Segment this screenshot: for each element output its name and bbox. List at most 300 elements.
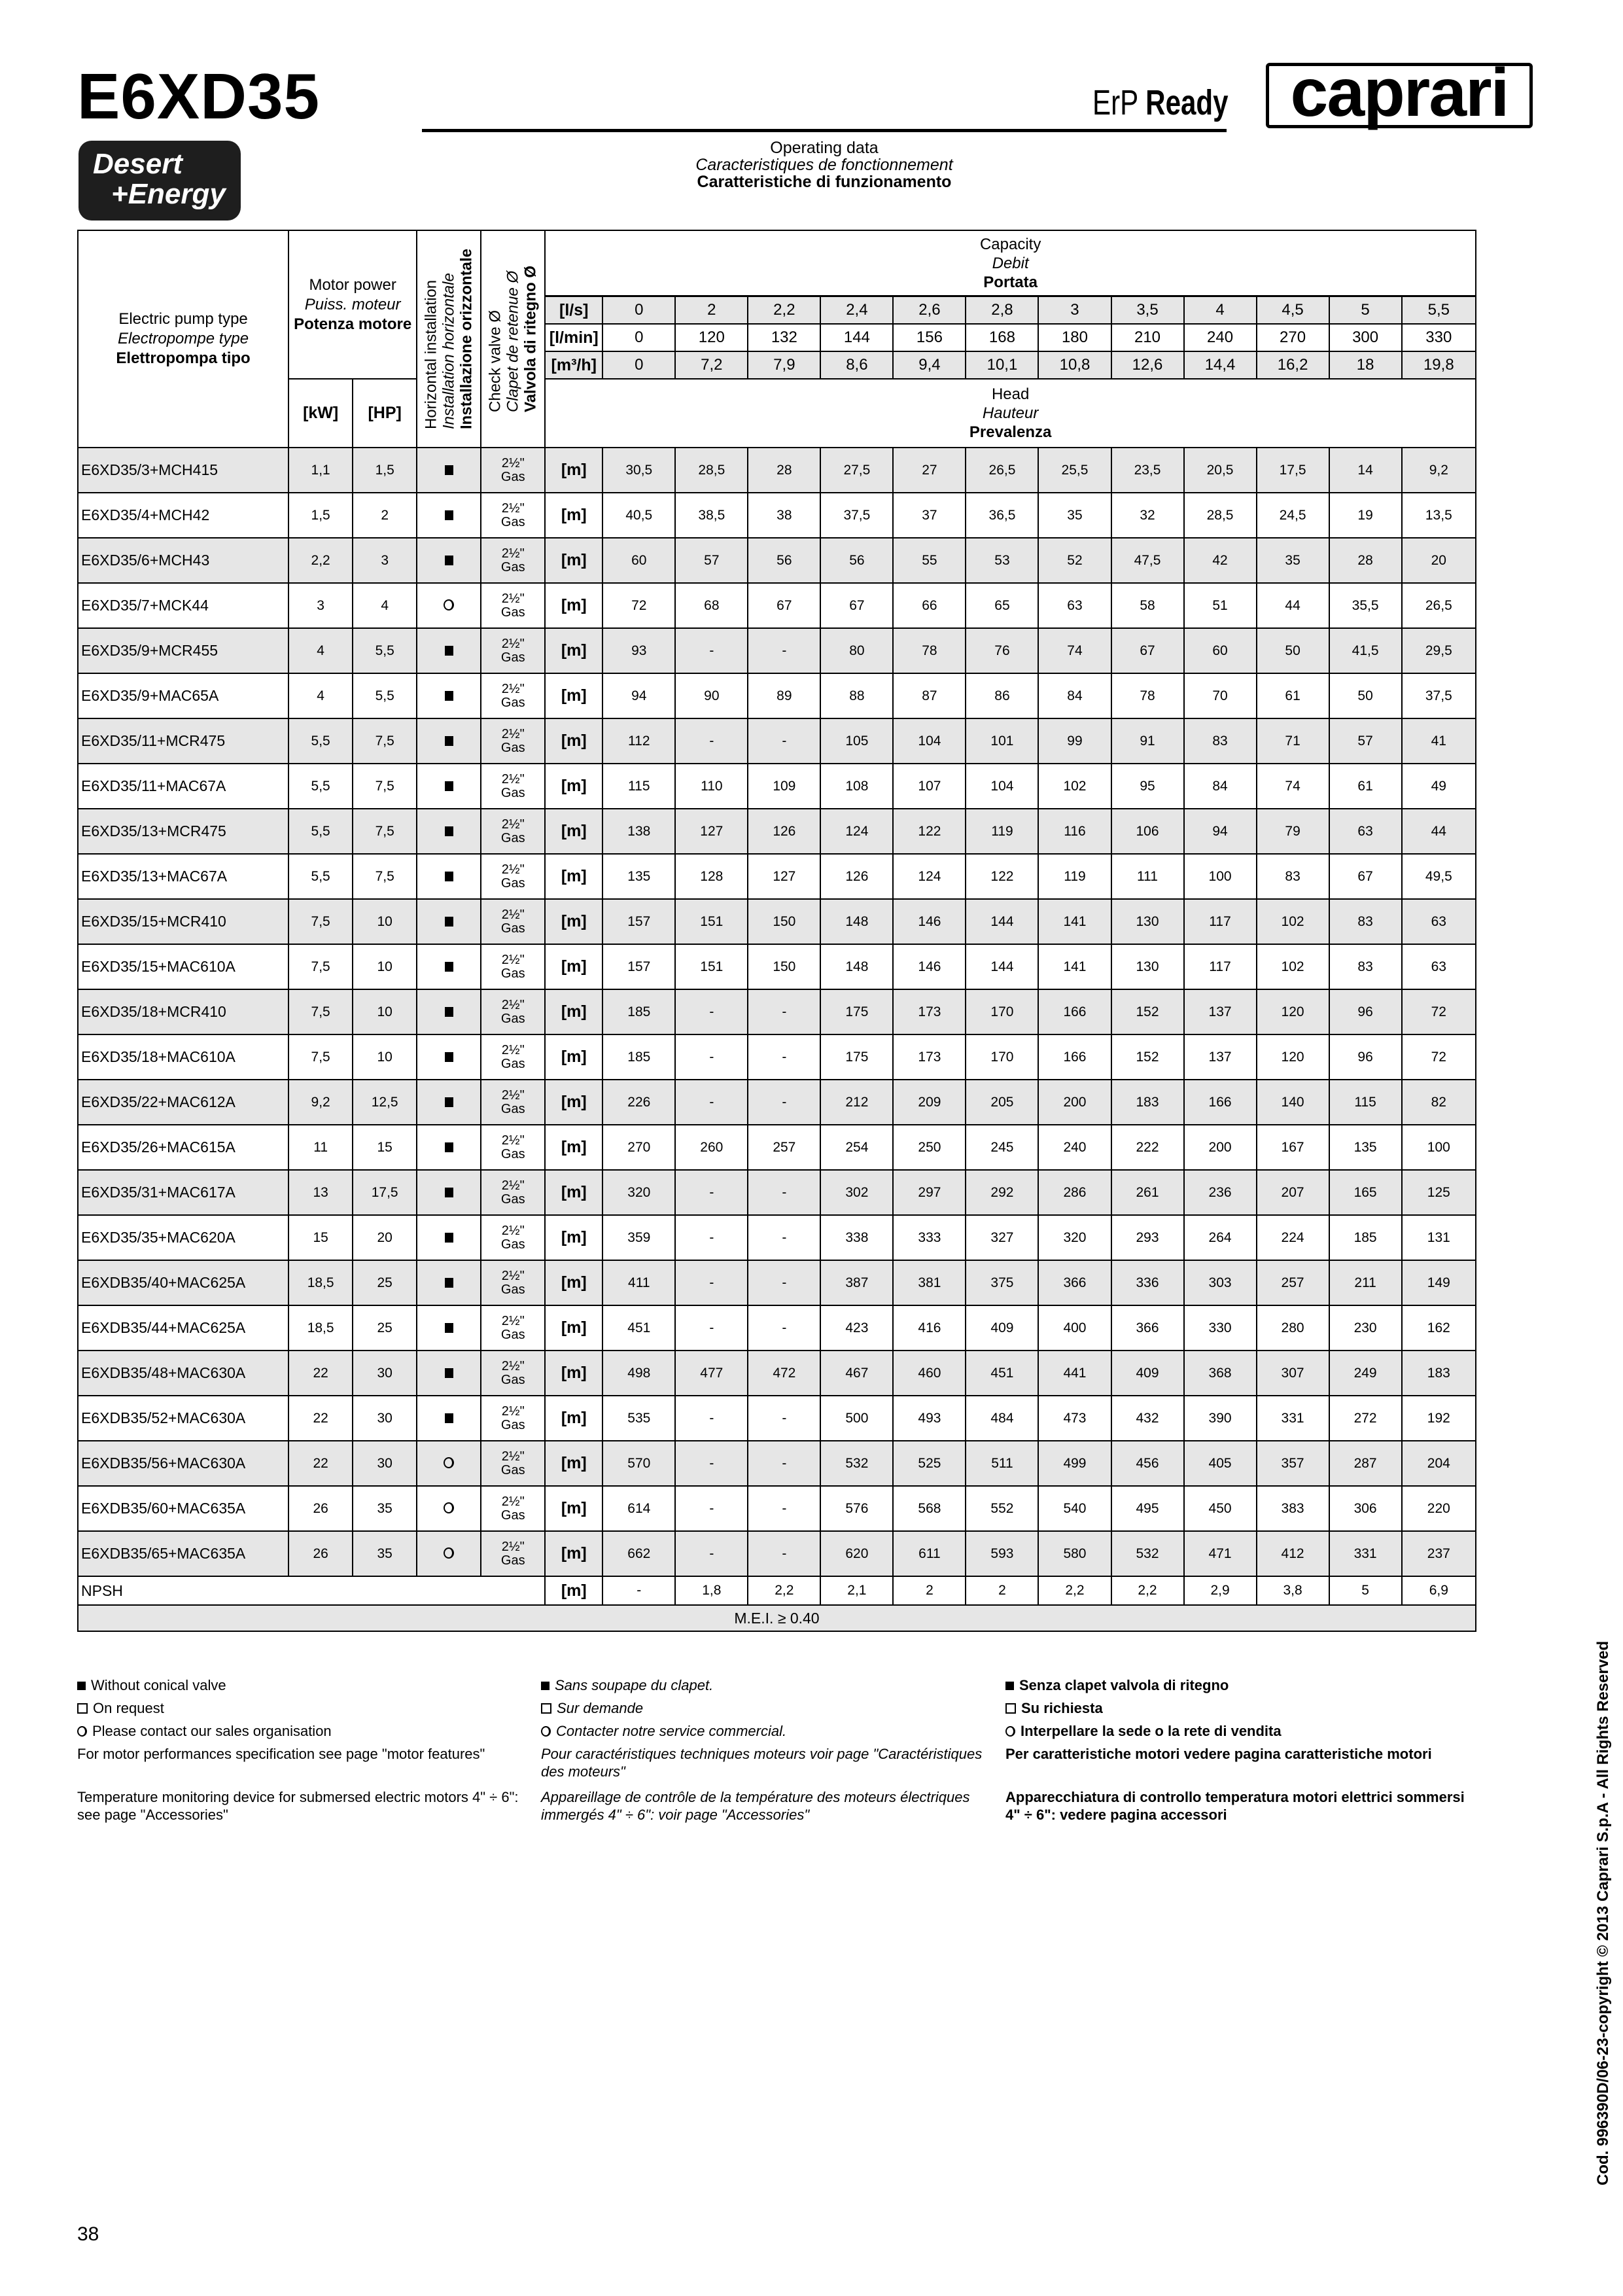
flow-value: 240 bbox=[1184, 324, 1257, 351]
header-motor-power bbox=[288, 230, 417, 379]
head-value: 126 bbox=[748, 809, 820, 854]
npsh-unit: [m] bbox=[545, 1576, 602, 1605]
valve-size-inch: 2½" bbox=[501, 1042, 525, 1057]
circle-icon bbox=[444, 1547, 454, 1559]
section-title-it: Caratteristiche di funzionamento bbox=[697, 173, 952, 191]
valve-size-thread: Gas bbox=[500, 469, 525, 484]
npsh-value: 2,2 bbox=[1111, 1576, 1184, 1605]
motor-kw: 11 bbox=[288, 1125, 353, 1170]
head-value: 100 bbox=[1184, 854, 1257, 899]
motor-hp: 7,5 bbox=[353, 854, 417, 899]
check-valve-size bbox=[481, 583, 545, 628]
head-value: 83 bbox=[1257, 854, 1329, 899]
head-value: 473 bbox=[1038, 1396, 1111, 1441]
valve-size-thread: Gas bbox=[500, 1327, 525, 1342]
flow-unit: [l/s] bbox=[545, 296, 602, 325]
filled-square-icon bbox=[445, 781, 453, 791]
head-value: 472 bbox=[748, 1351, 820, 1396]
head-value: 175 bbox=[820, 989, 893, 1034]
table-row bbox=[78, 809, 1476, 854]
head-unit: [m] bbox=[545, 583, 602, 628]
head-value: 381 bbox=[893, 1260, 966, 1305]
header-capacity bbox=[545, 230, 1476, 296]
head-value: 272 bbox=[1329, 1396, 1402, 1441]
head-value: 280 bbox=[1257, 1305, 1329, 1351]
head-value: 9,2 bbox=[1402, 448, 1476, 493]
motor-kw: 22 bbox=[288, 1351, 353, 1396]
head-unit: [m] bbox=[545, 944, 602, 989]
head-value: - bbox=[675, 1441, 748, 1486]
head-value: 50 bbox=[1329, 673, 1402, 718]
motor-hp: 30 bbox=[353, 1396, 417, 1441]
head-value: 83 bbox=[1329, 899, 1402, 944]
motor-kw: 7,5 bbox=[288, 899, 353, 944]
head-value: 240 bbox=[1038, 1125, 1111, 1170]
operating-data-table bbox=[77, 230, 1476, 1632]
pump-type: E6XDB35/44+MAC625A bbox=[78, 1305, 288, 1351]
head-value: 115 bbox=[1329, 1080, 1402, 1125]
head-value: - bbox=[748, 1305, 820, 1351]
head-value: 287 bbox=[1329, 1441, 1402, 1486]
head-value: 257 bbox=[1257, 1260, 1329, 1305]
head-unit: [m] bbox=[545, 1396, 602, 1441]
flow-value: 2,2 bbox=[748, 296, 820, 325]
motor-hp: 3 bbox=[353, 538, 417, 583]
head-value: 359 bbox=[602, 1215, 675, 1260]
erp-suffix: Ready bbox=[1145, 83, 1229, 122]
valve-size-thread: Gas bbox=[500, 650, 525, 665]
open-square-icon bbox=[541, 1703, 551, 1714]
motor-hp: 20 bbox=[353, 1215, 417, 1260]
head-value: 53 bbox=[966, 538, 1038, 583]
head-value: 67 bbox=[748, 583, 820, 628]
motor-kw: 22 bbox=[288, 1441, 353, 1486]
head-value: 41 bbox=[1402, 718, 1476, 764]
valve-size-inch: 2½" bbox=[501, 1539, 525, 1554]
head-value: 125 bbox=[1402, 1170, 1476, 1215]
head-value: 173 bbox=[893, 1034, 966, 1080]
head-value: - bbox=[675, 1170, 748, 1215]
head-value: 175 bbox=[820, 1034, 893, 1080]
head-value: 117 bbox=[1184, 944, 1257, 989]
head-value: 65 bbox=[966, 583, 1038, 628]
flow-unit: [l/min] bbox=[545, 324, 602, 351]
horizontal-installation bbox=[417, 1486, 481, 1531]
head-value: - bbox=[675, 1080, 748, 1125]
pump-type: E6XD35/9+MAC65A bbox=[78, 673, 288, 718]
flow-value: 7,2 bbox=[675, 351, 748, 379]
head-value: 99 bbox=[1038, 718, 1111, 764]
head-value: 441 bbox=[1038, 1351, 1111, 1396]
head-value: 55 bbox=[893, 538, 966, 583]
head-value: 91 bbox=[1111, 718, 1184, 764]
motor-kw: 18,5 bbox=[288, 1305, 353, 1351]
pump-type: E6XD35/18+MAC610A bbox=[78, 1034, 288, 1080]
head-value: 96 bbox=[1329, 989, 1402, 1034]
head-value: 96 bbox=[1329, 1034, 1402, 1080]
head-value: 122 bbox=[966, 854, 1038, 899]
head-value: 38 bbox=[748, 493, 820, 538]
flow-value: 270 bbox=[1257, 324, 1329, 351]
head-value: - bbox=[675, 718, 748, 764]
head-value: 14 bbox=[1329, 448, 1402, 493]
head-value: 38,5 bbox=[675, 493, 748, 538]
head-value: 140 bbox=[1257, 1080, 1329, 1125]
head-value: 58 bbox=[1111, 583, 1184, 628]
pump-type: E6XD35/7+MCK44 bbox=[78, 583, 288, 628]
check-valve-size bbox=[481, 1441, 545, 1486]
npsh-value: 5 bbox=[1329, 1576, 1402, 1605]
valve-size-inch: 2½" bbox=[501, 455, 525, 470]
motor-kw: 5,5 bbox=[288, 854, 353, 899]
head-value: 152 bbox=[1111, 1034, 1184, 1080]
check-valve-size bbox=[481, 809, 545, 854]
valve-size-inch: 2½" bbox=[501, 1223, 525, 1238]
header-kw: [kW] bbox=[288, 379, 353, 448]
pump-type: E6XD35/4+MCH42 bbox=[78, 493, 288, 538]
motor-hp: 7,5 bbox=[353, 764, 417, 809]
legend-en bbox=[77, 1674, 535, 1824]
filled-square-icon bbox=[445, 736, 453, 746]
head-value: 411 bbox=[602, 1260, 675, 1305]
motor-hp: 30 bbox=[353, 1351, 417, 1396]
valve-size-inch: 2½" bbox=[501, 1449, 525, 1464]
legend-fr-text-4: Appareillage de contrôle de la température des moteurs électriques immergés 4" ÷ 6": voir page "Accessories" bbox=[541, 1789, 970, 1823]
head-unit: [m] bbox=[545, 1260, 602, 1305]
valve-size-inch: 2½" bbox=[501, 817, 525, 832]
header-check-valve-fr: Clapet de retenue Ø bbox=[504, 270, 522, 413]
head-value: 148 bbox=[820, 899, 893, 944]
motor-hp: 35 bbox=[353, 1531, 417, 1576]
head-value: 108 bbox=[820, 764, 893, 809]
head-value: 51 bbox=[1184, 583, 1257, 628]
legend-fr-circle bbox=[541, 1720, 999, 1742]
flow-value: 120 bbox=[675, 324, 748, 351]
filled-square-icon bbox=[445, 1097, 453, 1107]
header-motor-power-en: Motor power bbox=[309, 275, 396, 294]
legend-it-square bbox=[1005, 1674, 1476, 1697]
pump-type: E6XD35/6+MCH43 bbox=[78, 538, 288, 583]
check-valve-size bbox=[481, 1170, 545, 1215]
circle-icon bbox=[77, 1726, 87, 1737]
table-row bbox=[78, 538, 1476, 583]
legend-en-text-2: Please contact our sales organisation bbox=[92, 1723, 332, 1739]
head-value: - bbox=[675, 1215, 748, 1260]
head-value: - bbox=[675, 1305, 748, 1351]
table-row bbox=[78, 854, 1476, 899]
horizontal-installation bbox=[417, 809, 481, 854]
header-hp: [HP] bbox=[353, 379, 417, 448]
motor-kw: 4 bbox=[288, 673, 353, 718]
head-value: - bbox=[748, 1080, 820, 1125]
head-value: 333 bbox=[893, 1215, 966, 1260]
head-value: - bbox=[675, 1531, 748, 1576]
valve-size-inch: 2½" bbox=[501, 726, 525, 741]
check-valve-size bbox=[481, 989, 545, 1034]
filled-square-icon bbox=[445, 826, 453, 836]
head-value: 495 bbox=[1111, 1486, 1184, 1531]
head-value: 63 bbox=[1402, 944, 1476, 989]
table-row bbox=[78, 1034, 1476, 1080]
valve-size-thread: Gas bbox=[500, 695, 525, 710]
horizontal-installation bbox=[417, 673, 481, 718]
table-row bbox=[78, 1351, 1476, 1396]
head-value: 307 bbox=[1257, 1351, 1329, 1396]
flow-value: 3 bbox=[1038, 296, 1111, 325]
flow-value: 144 bbox=[820, 324, 893, 351]
head-value: 185 bbox=[1329, 1215, 1402, 1260]
legend-fr-square bbox=[541, 1674, 999, 1697]
horizontal-installation bbox=[417, 1351, 481, 1396]
filled-square-icon bbox=[445, 1188, 453, 1197]
page-number: 38 bbox=[77, 2223, 99, 2245]
head-value: 137 bbox=[1184, 1034, 1257, 1080]
head-value: 20,5 bbox=[1184, 448, 1257, 493]
head-value: 576 bbox=[820, 1486, 893, 1531]
flow-value: 10,1 bbox=[966, 351, 1038, 379]
head-unit: [m] bbox=[545, 899, 602, 944]
head-unit: [m] bbox=[545, 1441, 602, 1486]
check-valve-size bbox=[481, 1351, 545, 1396]
head-value: 532 bbox=[820, 1441, 893, 1486]
npsh-label: NPSH bbox=[78, 1576, 545, 1605]
check-valve-size bbox=[481, 1215, 545, 1260]
head-value: - bbox=[748, 1215, 820, 1260]
head-unit: [m] bbox=[545, 764, 602, 809]
legend-it-text-4: Apparecchiatura di controllo temperatura motori elettrici sommersi 4" ÷ 6": vedere pagina accessori bbox=[1005, 1789, 1465, 1823]
head-value: 74 bbox=[1038, 628, 1111, 673]
header-pump-type-en: Electric pump type bbox=[118, 310, 248, 328]
head-value: 375 bbox=[966, 1260, 1038, 1305]
filled-square-icon bbox=[445, 1278, 453, 1288]
head-value: 451 bbox=[602, 1305, 675, 1351]
head-unit: [m] bbox=[545, 448, 602, 493]
head-value: 61 bbox=[1329, 764, 1402, 809]
flow-value: 2 bbox=[675, 296, 748, 325]
head-value: 104 bbox=[966, 764, 1038, 809]
check-valve-size bbox=[481, 718, 545, 764]
legend-it-text-0: Senza clapet valvola di ritegno bbox=[1019, 1677, 1229, 1693]
head-value: 37,5 bbox=[1402, 673, 1476, 718]
horizontal-installation bbox=[417, 1396, 481, 1441]
head-value: - bbox=[748, 718, 820, 764]
header-check-valve-en: Check valve Ø bbox=[486, 309, 504, 413]
flow-value: 7,9 bbox=[748, 351, 820, 379]
head-value: 366 bbox=[1111, 1305, 1184, 1351]
head-value: 144 bbox=[966, 944, 1038, 989]
head-value: 149 bbox=[1402, 1260, 1476, 1305]
flow-value: 210 bbox=[1111, 324, 1184, 351]
head-value: 100 bbox=[1402, 1125, 1476, 1170]
head-value: 95 bbox=[1111, 764, 1184, 809]
head-value: 135 bbox=[1329, 1125, 1402, 1170]
filled-square-icon bbox=[445, 510, 453, 520]
horizontal-installation bbox=[417, 1531, 481, 1576]
head-value: 72 bbox=[602, 583, 675, 628]
filled-square-icon bbox=[445, 917, 453, 927]
motor-hp: 10 bbox=[353, 944, 417, 989]
head-unit: [m] bbox=[545, 1034, 602, 1080]
legend-en-text-0: Without conical valve bbox=[91, 1677, 226, 1693]
head-value: 570 bbox=[602, 1441, 675, 1486]
head-value: 88 bbox=[820, 673, 893, 718]
section-title bbox=[628, 139, 1021, 190]
head-value: 150 bbox=[748, 944, 820, 989]
flow-value: 0 bbox=[602, 324, 675, 351]
motor-kw: 1,5 bbox=[288, 493, 353, 538]
head-value: 261 bbox=[1111, 1170, 1184, 1215]
flow-value: 168 bbox=[966, 324, 1038, 351]
head-value: 28,5 bbox=[1184, 493, 1257, 538]
head-value: 93 bbox=[602, 628, 675, 673]
check-valve-size bbox=[481, 944, 545, 989]
flow-unit: [m³/h] bbox=[545, 351, 602, 379]
head-value: 41,5 bbox=[1329, 628, 1402, 673]
horizontal-installation bbox=[417, 854, 481, 899]
head-value: 330 bbox=[1184, 1305, 1257, 1351]
horizontal-installation bbox=[417, 583, 481, 628]
pump-type: E6XDB35/52+MAC630A bbox=[78, 1396, 288, 1441]
head-value: 237 bbox=[1402, 1531, 1476, 1576]
valve-size-thread: Gas bbox=[500, 1237, 525, 1252]
head-value: 50 bbox=[1257, 628, 1329, 673]
filled-square-icon bbox=[445, 646, 453, 656]
head-value: 477 bbox=[675, 1351, 748, 1396]
mei-value: M.E.I. ≥ 0.40 bbox=[78, 1605, 1476, 1631]
valve-size-thread: Gas bbox=[500, 830, 525, 845]
motor-hp: 10 bbox=[353, 1034, 417, 1080]
check-valve-size bbox=[481, 1305, 545, 1351]
head-value: 416 bbox=[893, 1305, 966, 1351]
legend-fr-open-square bbox=[541, 1697, 999, 1720]
head-value: 36,5 bbox=[966, 493, 1038, 538]
flow-value: 2,6 bbox=[893, 296, 966, 325]
head-value: 338 bbox=[820, 1215, 893, 1260]
legend-it-text-2: Interpellare la sede o la rete di vendita bbox=[1021, 1723, 1282, 1739]
filled-square-icon bbox=[1005, 1682, 1014, 1690]
head-value: 151 bbox=[675, 899, 748, 944]
head-value: 137 bbox=[1184, 989, 1257, 1034]
legend-it bbox=[1005, 1674, 1476, 1824]
copyright-notice: Cod. 996390D/06-23-copyright © 2013 Caprari S.p.A - All Rights Reserved bbox=[1594, 1640, 1612, 2185]
valve-size-thread: Gas bbox=[500, 1011, 525, 1026]
valve-size-thread: Gas bbox=[500, 605, 525, 620]
head-value: 102 bbox=[1257, 899, 1329, 944]
header-capacity-fr: Debit bbox=[992, 254, 1029, 272]
horizontal-installation bbox=[417, 448, 481, 493]
head-value: 23,5 bbox=[1111, 448, 1184, 493]
horizontal-installation bbox=[417, 1215, 481, 1260]
check-valve-size bbox=[481, 899, 545, 944]
pump-type: E6XD35/13+MCR475 bbox=[78, 809, 288, 854]
legend-en-text-1: On request bbox=[93, 1700, 164, 1716]
head-value: - bbox=[748, 1486, 820, 1531]
valve-size-inch: 2½" bbox=[501, 1494, 525, 1509]
table-row bbox=[78, 1441, 1476, 1486]
horizontal-installation bbox=[417, 1080, 481, 1125]
filled-square-icon bbox=[445, 1368, 453, 1378]
motor-hp: 25 bbox=[353, 1260, 417, 1305]
header-head bbox=[545, 379, 1476, 448]
head-value: - bbox=[675, 1396, 748, 1441]
table-row bbox=[78, 899, 1476, 944]
head-value: 200 bbox=[1184, 1125, 1257, 1170]
head-value: 167 bbox=[1257, 1125, 1329, 1170]
pump-type: E6XD35/15+MCR410 bbox=[78, 899, 288, 944]
check-valve-size bbox=[481, 1396, 545, 1441]
erp-prefix: ErP bbox=[1092, 83, 1138, 122]
head-value: 35,5 bbox=[1329, 583, 1402, 628]
header-capacity-it: Portata bbox=[983, 273, 1038, 291]
head-value: 78 bbox=[1111, 673, 1184, 718]
head-value: 467 bbox=[820, 1351, 893, 1396]
check-valve-size bbox=[481, 673, 545, 718]
head-value: 173 bbox=[893, 989, 966, 1034]
filled-square-icon bbox=[445, 1233, 453, 1243]
pump-type: E6XD35/22+MAC612A bbox=[78, 1080, 288, 1125]
head-value: 27,5 bbox=[820, 448, 893, 493]
motor-kw: 13 bbox=[288, 1170, 353, 1215]
head-value: 535 bbox=[602, 1396, 675, 1441]
open-square-icon bbox=[1005, 1703, 1016, 1714]
head-value: 60 bbox=[602, 538, 675, 583]
motor-kw: 18,5 bbox=[288, 1260, 353, 1305]
head-value: 157 bbox=[602, 944, 675, 989]
motor-hp: 7,5 bbox=[353, 809, 417, 854]
table-row bbox=[78, 1396, 1476, 1441]
circle-icon bbox=[444, 1502, 454, 1513]
desert-energy-logo bbox=[79, 141, 241, 221]
head-unit: [m] bbox=[545, 809, 602, 854]
head-value: 220 bbox=[1402, 1486, 1476, 1531]
pump-type: E6XDB35/56+MAC630A bbox=[78, 1441, 288, 1486]
table-row bbox=[78, 673, 1476, 718]
header-horizontal-it: Installazione orizzontale bbox=[457, 248, 476, 430]
npsh-value: 2,2 bbox=[748, 1576, 820, 1605]
head-value: 423 bbox=[820, 1305, 893, 1351]
head-value: 387 bbox=[820, 1260, 893, 1305]
head-value: 580 bbox=[1038, 1531, 1111, 1576]
motor-kw: 7,5 bbox=[288, 1034, 353, 1080]
header-rule bbox=[422, 129, 1227, 132]
desert-logo-line2: +Energy bbox=[111, 178, 226, 210]
table-row bbox=[78, 1486, 1476, 1531]
horizontal-installation bbox=[417, 538, 481, 583]
head-value: 368 bbox=[1184, 1351, 1257, 1396]
legend-it-text-1: Su richiesta bbox=[1021, 1700, 1103, 1716]
table-row bbox=[78, 764, 1476, 809]
head-value: 568 bbox=[893, 1486, 966, 1531]
pump-type: E6XD35/11+MAC67A bbox=[78, 764, 288, 809]
head-value: 30,5 bbox=[602, 448, 675, 493]
head-value: 157 bbox=[602, 899, 675, 944]
head-value: 44 bbox=[1257, 583, 1329, 628]
horizontal-installation bbox=[417, 718, 481, 764]
head-value: 109 bbox=[748, 764, 820, 809]
header-head-it: Prevalenza bbox=[969, 423, 1052, 441]
flow-value: 132 bbox=[748, 324, 820, 351]
table-row bbox=[78, 628, 1476, 673]
horizontal-installation bbox=[417, 1170, 481, 1215]
caprari-logo bbox=[1266, 55, 1533, 131]
motor-hp: 15 bbox=[353, 1125, 417, 1170]
valve-size-inch: 2½" bbox=[501, 636, 525, 651]
npsh-value: 1,8 bbox=[675, 1576, 748, 1605]
check-valve-size bbox=[481, 1531, 545, 1576]
valve-size-thread: Gas bbox=[500, 966, 525, 981]
head-value: 61 bbox=[1257, 673, 1329, 718]
pump-type: E6XD35/9+MCR455 bbox=[78, 628, 288, 673]
